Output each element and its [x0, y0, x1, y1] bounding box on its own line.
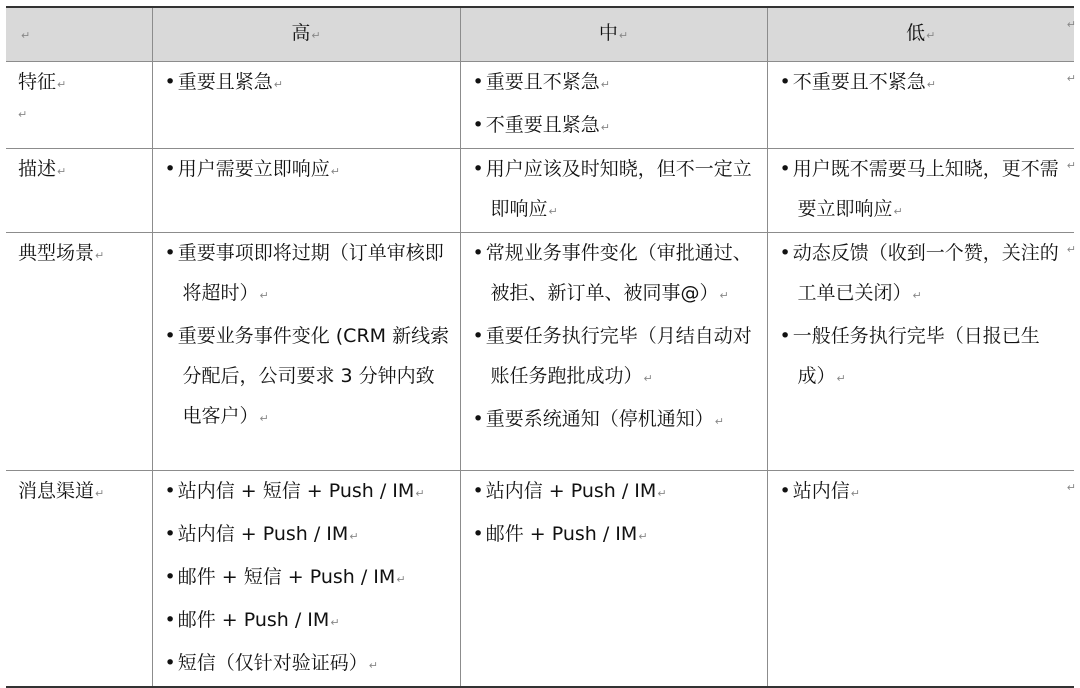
cell-mid — [460, 62, 767, 149]
list-item-text: 站内信 + 短信 + Push / IM — [177, 480, 415, 502]
row-label: 描述 — [18, 158, 57, 180]
list-item-text: 重要任务执行完毕（月结自动对账任务跑批成功） — [485, 325, 752, 387]
paragraph-mark-icon: ↵ — [330, 165, 340, 178]
list-item-text: 重要系统通知（停机通知） — [485, 408, 714, 430]
list-item-text: 站内信 + Push / IM — [177, 523, 349, 545]
header-row — [6, 7, 1074, 62]
paragraph-mark-icon: ↵ — [600, 78, 610, 91]
paragraph-mark-icon: ↵ — [548, 205, 558, 218]
bullet-icon: • — [779, 242, 791, 264]
table-row-description — [6, 149, 1074, 233]
paragraph-mark-icon: ↵ — [618, 29, 629, 42]
cell-mid — [460, 233, 767, 471]
list-item — [473, 316, 757, 399]
paragraph-mark-icon: ↵ — [95, 487, 105, 500]
paragraph-mark-icon: ↵ — [714, 415, 724, 428]
row-label-cell — [6, 233, 152, 471]
bullet-icon: • — [472, 114, 484, 136]
paragraph-mark-icon: ↵ — [57, 165, 67, 178]
list-item-text: 重要且紧急 — [177, 71, 273, 93]
cell-high — [152, 149, 460, 233]
paragraph-mark-icon: ↵ — [273, 78, 283, 91]
paragraph-mark-icon: ↵ — [836, 372, 846, 385]
row-label-cell — [6, 149, 152, 233]
paragraph-mark-icon: ↵ — [893, 205, 903, 218]
list-item — [165, 62, 450, 105]
paragraph-mark-icon: ↵ — [643, 372, 653, 385]
list-item — [165, 600, 450, 643]
list-item-text: 一般任务执行完毕（日报已生成） — [792, 325, 1040, 387]
list-item-text: 用户应该及时知晓，但不一定立即响应 — [485, 158, 752, 220]
list-item — [473, 149, 757, 232]
bullet-icon: • — [164, 242, 176, 264]
paragraph-mark-icon: ↵ — [21, 29, 31, 42]
paragraph-mark-icon: ↵ — [259, 289, 269, 302]
cell-high — [152, 471, 460, 688]
bullet-icon: • — [164, 566, 176, 588]
cell-high — [152, 233, 460, 471]
paragraph-mark-icon: ↵ — [259, 412, 269, 425]
row-label: 典型场景 — [18, 242, 95, 264]
bullet-icon: • — [164, 71, 176, 93]
bullet-icon: • — [472, 71, 484, 93]
list-item-text: 不重要且紧急 — [485, 114, 600, 136]
list-item-text: 站内信 — [792, 480, 850, 502]
list-item — [165, 233, 450, 316]
list-item — [473, 514, 757, 557]
list-item — [165, 149, 450, 192]
list-item-text: 邮件 + 短信 + Push / IM — [177, 566, 396, 588]
paragraph-mark-icon: ↵ — [638, 530, 648, 543]
list-item-text: 邮件 + Push / IM — [177, 609, 330, 631]
end-of-row-mark-icon: ↵ — [1066, 18, 1076, 31]
list-item-text: 不重要且不紧急 — [792, 71, 926, 93]
list-item — [780, 471, 1065, 514]
paragraph-mark-icon: ↵ — [912, 289, 922, 302]
bullet-icon: • — [164, 523, 176, 545]
end-of-row-mark-icon: ↵ — [1066, 72, 1076, 85]
paragraph-mark-icon: ↵ — [18, 108, 28, 121]
header-mid: 中↵ — [460, 7, 767, 62]
cell-high — [152, 62, 460, 149]
row-label: 特征 — [18, 71, 57, 93]
paragraph-mark-icon: ↵ — [330, 616, 340, 629]
list-item-text: 动态反馈（收到一个赞，关注的工单已关闭） — [792, 242, 1059, 304]
table-row-channels — [6, 471, 1074, 688]
table-row-features — [6, 62, 1074, 149]
list-item-text: 重要且不紧急 — [485, 71, 600, 93]
list-item — [165, 643, 450, 686]
bullet-icon: • — [164, 652, 176, 674]
end-of-row-mark-icon: ↵ — [1066, 481, 1076, 494]
paragraph-mark-icon: ↵ — [850, 487, 860, 500]
paragraph-mark-icon: ↵ — [926, 29, 936, 42]
list-item — [780, 149, 1065, 232]
bullet-icon: • — [164, 158, 176, 180]
bullet-icon: • — [472, 480, 484, 502]
cell-low — [767, 471, 1074, 688]
cell-low — [767, 149, 1074, 233]
list-item — [473, 105, 757, 148]
paragraph-mark-icon: ↵ — [415, 487, 425, 500]
list-item-text: 重要业务事件变化 (CRM 新线索分配后，公司要求 3 分钟内致电客户） — [177, 325, 450, 427]
paragraph-mark-icon: ↵ — [368, 659, 378, 672]
bullet-icon: • — [164, 480, 176, 502]
list-item — [473, 399, 757, 442]
list-item — [780, 316, 1065, 399]
end-of-row-mark-icon: ↵ — [1066, 243, 1076, 256]
priority-matrix-table — [6, 6, 1074, 688]
header-low: 低↵ ↵ — [767, 7, 1074, 62]
list-item — [780, 62, 1065, 105]
bullet-icon: • — [472, 408, 484, 430]
cell-low — [767, 233, 1074, 471]
corner-header — [6, 7, 152, 62]
list-item-text: 常规业务事件变化（审批通过、被拒、新订单、被同事@） — [485, 242, 752, 304]
list-item-text: 邮件 + Push / IM — [485, 523, 638, 545]
list-item — [780, 233, 1065, 316]
bullet-icon: • — [779, 158, 791, 180]
row-label-cell — [6, 62, 152, 149]
cell-mid — [460, 471, 767, 688]
bullet-icon: • — [472, 325, 484, 347]
list-item-text: 用户需要立即响应 — [177, 158, 330, 180]
header-high: 高↵ — [152, 7, 460, 62]
paragraph-mark-icon: ↵ — [657, 487, 667, 500]
end-of-row-mark-icon: ↵ — [1066, 159, 1076, 172]
paragraph-mark-icon: ↵ — [600, 121, 610, 134]
paragraph-mark-icon: ↵ — [719, 289, 729, 302]
bullet-icon: • — [779, 71, 791, 93]
list-item — [473, 471, 757, 514]
list-item — [165, 471, 450, 514]
list-item — [473, 233, 757, 316]
list-item-text: 短信（仅针对验证码） — [177, 652, 368, 674]
list-item-text: 重要事项即将过期（订单审核即将超时） — [177, 242, 444, 304]
paragraph-mark-icon: ↵ — [926, 78, 936, 91]
bullet-icon: • — [779, 480, 791, 502]
list-item — [473, 62, 757, 105]
list-item-text: 用户既不需要马上知晓，更不需要立即响应 — [792, 158, 1059, 220]
paragraph-mark-icon: ↵ — [57, 78, 67, 91]
list-item — [165, 514, 450, 557]
paragraph-mark-icon: ↵ — [95, 249, 105, 262]
list-item-text: 站内信 + Push / IM — [485, 480, 657, 502]
cell-low — [767, 62, 1074, 149]
list-item — [165, 557, 450, 600]
bullet-icon: • — [164, 325, 176, 347]
paragraph-mark-icon: ↵ — [396, 573, 406, 586]
paragraph-mark-icon: ↵ — [349, 530, 359, 543]
bullet-icon: • — [472, 242, 484, 264]
cell-mid — [460, 149, 767, 233]
row-label-cell — [6, 471, 152, 688]
bullet-icon: • — [472, 158, 484, 180]
list-item — [165, 316, 450, 439]
row-label: 消息渠道 — [18, 480, 95, 502]
bullet-icon: • — [164, 609, 176, 631]
bullet-icon: • — [779, 325, 791, 347]
paragraph-mark-icon: ↵ — [311, 29, 321, 42]
table-row-scenarios — [6, 233, 1074, 471]
bullet-icon: • — [472, 523, 484, 545]
